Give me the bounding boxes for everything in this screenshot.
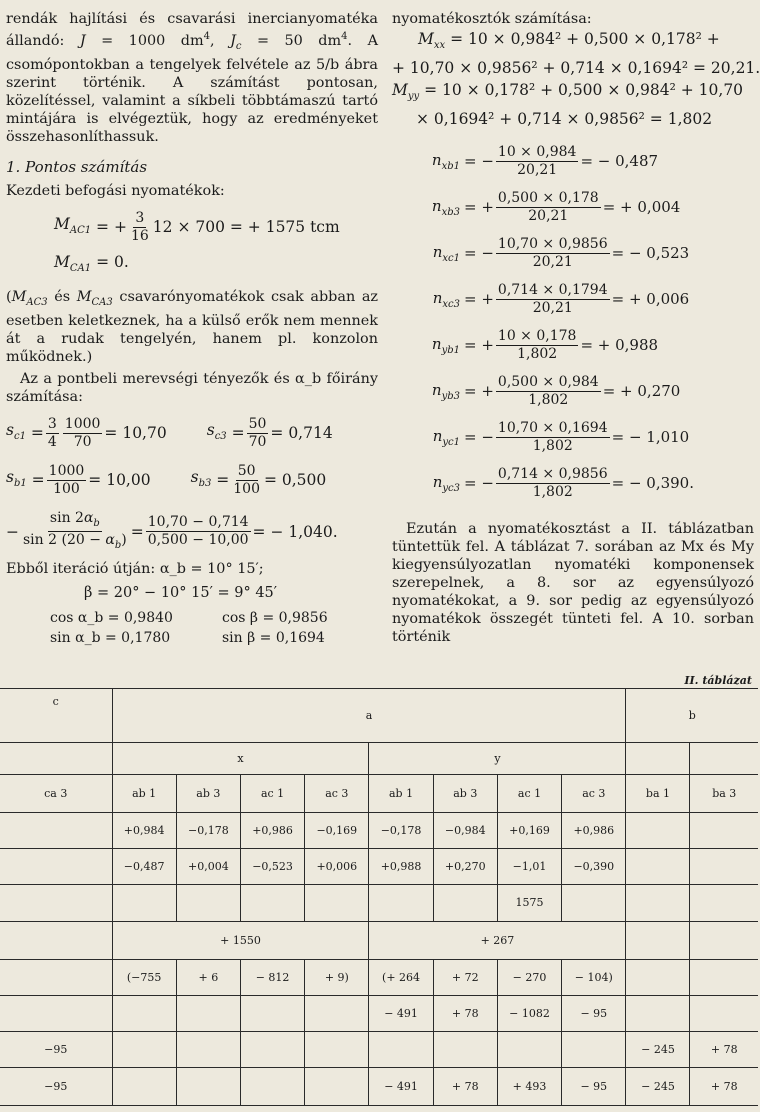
table-cell: +0,169: [497, 813, 561, 849]
table-cell: (−755: [112, 959, 176, 995]
table-cell: − 270: [497, 959, 561, 995]
n-sub: xc1: [442, 252, 460, 264]
n-fraction: [496, 282, 610, 317]
closing-paragraph: Ezután a nyomatékosztást a II. táblázatban tüntettük fel. A táblázat 7. sorában az Mx és My kiegyensúlyozatlan nyomatéki komponensek szerepelnek, a 8. sor az egyensúlyozó nyomatékokat, a 9. sor pedig az egyensúlyozó nyomatékok összegét tünteti fel. A 10. sorban történik: [392, 521, 754, 646]
n-sign: = +: [464, 336, 494, 355]
n-result: = + 0,270: [602, 382, 681, 401]
n-fraction: [496, 466, 610, 501]
table-row: [0, 743, 758, 775]
table-row: [0, 813, 758, 849]
empty-cell: [433, 1031, 497, 1067]
table-row: [0, 1031, 758, 1067]
sc3-result: = 0,714: [270, 424, 333, 443]
n-label: [392, 243, 464, 264]
table-cell: + 72: [433, 959, 497, 995]
empty-cell: [240, 1067, 304, 1105]
n-row: [392, 460, 754, 506]
n-num: 10 × 0,984: [497, 143, 577, 160]
n-fraction: [496, 328, 579, 363]
n-num: 0,500 × 0,178: [497, 189, 599, 206]
n-label: [392, 381, 464, 402]
cell-b1-0: − 245: [626, 1031, 690, 1067]
table-cell: −0,390: [562, 849, 626, 885]
n-row: [392, 184, 754, 230]
n-sign: = −: [464, 428, 494, 447]
n-label: [392, 151, 464, 172]
final-cell: + 78: [433, 1067, 497, 1105]
table-cell: ab 1: [369, 775, 433, 813]
table-cell: (+ 264: [369, 959, 433, 995]
table-cell: ac 1: [240, 775, 304, 813]
empty-cell: [0, 743, 112, 775]
table-cell: −1,01: [497, 849, 561, 885]
table-caption: II. táblázat: [684, 674, 752, 687]
n-fraction: [496, 374, 601, 409]
table-cell: +0,270: [433, 849, 497, 885]
mac1-result: 12 × 700 = + 1575 tcm: [152, 218, 340, 237]
table-cell: −0,523: [240, 849, 304, 885]
empty-cell: [176, 885, 240, 921]
final-cell: + 493: [497, 1067, 561, 1105]
myy-line2: × 0,1694² + 0,714 × 0,9856² = 1,802: [416, 110, 713, 129]
empty-cell: [497, 1031, 561, 1067]
empty-cell: [626, 921, 690, 959]
table-cell: − 812: [240, 959, 304, 995]
final-cell: − 491: [369, 1067, 433, 1105]
empty-cell: [562, 1031, 626, 1067]
table-cell: −0,178: [176, 813, 240, 849]
mxx-text1: = 10 × 0,984² + 0,500 × 0,178² +: [450, 30, 720, 48]
n-den: 20,21: [517, 161, 558, 178]
empty-cell: [240, 1031, 304, 1067]
dist-label: nyomatékosztók számítása:: [392, 11, 592, 27]
empty-cell: [305, 885, 369, 921]
sc1-result: = 10,70: [104, 424, 167, 443]
empty-cell: [626, 849, 690, 885]
n-sub: yb1: [441, 344, 460, 356]
n-num: 0,500 × 0,984: [497, 373, 599, 390]
n-result: = − 0,523: [611, 244, 690, 263]
cell-1575: 1575: [497, 885, 561, 921]
empty-cell: [626, 813, 690, 849]
n-result: = + 0,006: [611, 290, 690, 309]
empty-cell: [0, 959, 112, 995]
empty-cell: [369, 1031, 433, 1067]
mca1-equation: $M_{CA1} = 0$.: [54, 252, 129, 274]
cell-c1: −95: [0, 1031, 112, 1067]
empty-cell: [0, 849, 112, 885]
n-letter: n: [431, 380, 442, 399]
ratio-row: − $\frac{\sin 2\alpha_b}{\sin 2 (20 - \alpha_b)}$ = $\frac{10,70 - 0,714}{0,500 - 10,00}$ = − 1,040.: [6, 509, 338, 552]
table-row: [0, 775, 758, 813]
empty-cell: [0, 921, 112, 959]
n-den: 20,21: [528, 207, 569, 224]
empty-cell: [433, 885, 497, 921]
n-result: = + 0,004: [602, 198, 681, 217]
empty-cell: [112, 1031, 176, 1067]
n-num: 10 × 0,178: [497, 327, 577, 344]
final-cell: − 95: [562, 1067, 626, 1105]
n-num: 0,714 × 0,9856: [497, 465, 608, 482]
cell-b1-1: + 78: [690, 1031, 758, 1067]
empty-cell: [112, 995, 176, 1031]
table-cell: +0,004: [176, 849, 240, 885]
n-letter: n: [431, 150, 442, 169]
empty-cell: [690, 849, 758, 885]
stiffness-label: Az a pontbeli merevségi tényezők és α_b főirány számítása:: [6, 370, 378, 405]
n-row: [392, 276, 754, 322]
empty-cell: [690, 813, 758, 849]
n-result: = − 0,390.: [611, 474, 694, 493]
n-sign: = +: [464, 382, 494, 401]
n-den: 20,21: [532, 253, 573, 270]
n-sub: yb3: [441, 390, 460, 402]
n-den: 1,802: [532, 437, 573, 454]
n-row: [392, 368, 754, 414]
table-row: [0, 921, 758, 959]
table-row: [0, 1067, 758, 1105]
table-cell: ba 1: [626, 775, 690, 813]
header-y: y: [369, 743, 626, 775]
n-label: [392, 289, 464, 310]
distribution-factors: [392, 138, 754, 506]
n-row: [392, 138, 754, 184]
empty-cell: [690, 959, 758, 995]
table-cell: + 78: [433, 995, 497, 1031]
n-sign: = −: [464, 244, 494, 263]
intro-text-a: rendák hajlítási és csavarási inercianyomatéka állandó:: [6, 11, 378, 49]
empty-cell: [690, 743, 758, 775]
n-letter: n: [432, 288, 443, 307]
n-num: 10,70 × 0,9856: [497, 235, 608, 252]
table-row: [0, 995, 758, 1031]
table-cell: −0,984: [433, 813, 497, 849]
n-fraction: [496, 190, 601, 225]
empty-cell: [0, 995, 112, 1031]
n-sub: yc3: [442, 482, 460, 494]
intro-paragraph: rendák hajlítási és csavarási inercianyomatéka állandó: J = 1000 $dm^4$, $J_c = 50$ $dm^4$. A csomópontokban a tengelyek felvétele az 5/b ábra szerint történik. A számítást pontosan, közelítéssel, valamint a síkbeli többtámaszú tartó mintájára is elvégeztük, hogy az eredményeket összehasonlíthassuk.: [6, 11, 378, 145]
iteration-text: Ebből iteráció útján: α_b = 10° 15′;: [6, 561, 264, 578]
header-b: b: [626, 689, 758, 743]
table-cell: − 95: [562, 995, 626, 1031]
table-cell: +0,984: [112, 813, 176, 849]
empty-cell: [562, 885, 626, 921]
empty-cell: [240, 885, 304, 921]
n-sub: yc1: [442, 436, 460, 448]
n-num: 10,70 × 0,1694: [497, 419, 608, 436]
mac1-equation: $M_{AC1}$ = + $\frac{3}{16}$ 12 × 700 = + 1575 tcm: [54, 209, 340, 244]
n-num: 0,714 × 0,1794: [497, 281, 608, 298]
n-result: = − 0,487: [580, 152, 659, 171]
empty-cell: [369, 885, 433, 921]
table-cell: ba 3: [690, 775, 758, 813]
intro-text-b: A csomópontokban a tengelyek felvétele az 5/b ábra szerint történik. A számítást pontosan, közelítéssel, valamint a síkbeli többtámaszú tartó mintájára is elvégeztük, hogy az eredményeket összehasonlíthassuk.: [6, 32, 378, 145]
empty-cell: [240, 995, 304, 1031]
n-letter: n: [432, 426, 443, 445]
empty-cell: [305, 1067, 369, 1105]
table-cell: +0,988: [369, 849, 433, 885]
empty-cell: [626, 995, 690, 1031]
final-cell: − 245: [626, 1067, 690, 1105]
sin-alpha: sin α_b = 0,1780: [50, 630, 171, 647]
sc-row: $s_{c1}$ = $\frac{3}{4}$ $\frac{1000}{70}$ = 10,70 $s_{c3}$ = $\frac{50}{70}$ = 0,714: [6, 415, 333, 450]
sin-beta: sin β = 0,1694: [222, 630, 325, 647]
cos-beta: cos β = 0,9856: [222, 610, 328, 627]
table-cell: −0,487: [112, 849, 176, 885]
header-a: a: [112, 689, 626, 743]
empty-cell: [0, 885, 112, 921]
header-ca3: ca 3: [0, 775, 112, 813]
myy-text1: = 10 × 0,178² + 0,500 × 0,984² + 10,70: [424, 81, 744, 100]
empty-cell: [176, 995, 240, 1031]
table-cell: ac 1: [497, 775, 561, 813]
cell-c2: −95: [0, 1067, 112, 1105]
sb1-result: = 10,00: [88, 471, 151, 490]
n-letter: n: [431, 334, 442, 353]
mxx-line1: $M_{xx} = 10 \times 0,984^2 + 0,500 \times 0,178^2$ +: [418, 30, 720, 52]
table-cell: ab 1: [112, 775, 176, 813]
table-cell: ab 3: [176, 775, 240, 813]
empty-cell: [176, 1031, 240, 1067]
sum-y: + 267: [369, 921, 626, 959]
empty-cell: [690, 885, 758, 921]
empty-cell: [690, 921, 758, 959]
mca1-result: = 0.: [96, 252, 129, 271]
n-sub: xb3: [441, 206, 460, 218]
empty-cell: [176, 1067, 240, 1105]
note-paragraph: ($M_{AC3}$ és $M_{CA3}$ csavarónyomatékok csak abban az esetben keletkeznek, ha a külső erők nem mennek át a rudak tengelyén, hanem pl. konzolon működnek.): [6, 288, 378, 365]
n-row: [392, 322, 754, 368]
final-cell: + 78: [690, 1067, 758, 1105]
right-column: [392, 10, 760, 646]
section-title: 1. Pontos számítás: [6, 157, 148, 176]
table-cell: −0,178: [369, 813, 433, 849]
n-den: 1,802: [517, 345, 558, 362]
sum-x: + 1550: [112, 921, 369, 959]
n-row: [392, 230, 754, 276]
n-letter: n: [431, 196, 442, 215]
left-column: [6, 10, 378, 648]
table-cell: +0,986: [240, 813, 304, 849]
table-cell: ac 3: [562, 775, 626, 813]
note-text: csavarónyomatékok csak abban az esetben keletkeznek, ha a külső erők nem mennek át a rudak tengelyén, hanem pl. konzolon működnek.): [6, 288, 378, 365]
table-cell: ab 3: [433, 775, 497, 813]
empty-cell: [690, 995, 758, 1031]
table-cell: + 6: [176, 959, 240, 995]
empty-cell: [305, 1031, 369, 1067]
fixed-moments-label: Kezdeti befogási nyomatékok:: [6, 182, 225, 199]
n-den: 1,802: [532, 483, 573, 500]
table-cell: −0,169: [305, 813, 369, 849]
moment-table: [0, 688, 758, 1106]
n-fraction: [496, 420, 610, 455]
table-cell: − 491: [369, 995, 433, 1031]
cos-alpha: cos α_b = 0,9840: [50, 610, 173, 627]
mxx-line2: + 10,70 × 0,9856² + 0,714 × 0,1694² = 20,21.: [392, 59, 760, 78]
n-label: [392, 473, 464, 494]
ratio-result: = − 1,040.: [252, 522, 338, 541]
n-sign: = +: [464, 290, 494, 309]
empty-cell: [626, 885, 690, 921]
table-cell: +0,986: [562, 813, 626, 849]
empty-cell: [305, 995, 369, 1031]
sb3-result: = 0,500: [263, 471, 327, 490]
table-cell: − 104): [562, 959, 626, 995]
beta-equation: β = 20° − 10° 15′ = 9° 45′: [84, 585, 278, 602]
empty-cell: [112, 885, 176, 921]
empty-cell: [112, 1067, 176, 1105]
header-x: x: [112, 743, 369, 775]
n-sign: = +: [464, 198, 494, 217]
n-sign: = −: [464, 152, 494, 171]
n-letter: n: [432, 472, 443, 491]
n-result: = + 0,988: [580, 336, 659, 355]
n-row: [392, 414, 754, 460]
trig-values: [50, 608, 378, 648]
n-den: 20,21: [532, 299, 573, 316]
table-cell: − 1082: [497, 995, 561, 1031]
n-fraction: [496, 144, 579, 179]
n-label: [392, 427, 464, 448]
empty-cell: [626, 743, 690, 775]
table-cell: + 9): [305, 959, 369, 995]
table-row: [0, 849, 758, 885]
n-sub: xc3: [442, 298, 460, 310]
empty-cell: [0, 813, 112, 849]
table-row: [0, 959, 758, 995]
n-label: [392, 197, 464, 218]
n-sign: = −: [464, 474, 494, 493]
table-row: [0, 689, 758, 743]
n-sub: xb1: [441, 160, 460, 172]
myy-line1: $M_{yy} = 10 \times 0,178^2 + 0,500 \times 0,984^2 + 10,70$: [392, 81, 744, 103]
n-result: = − 1,010: [611, 428, 690, 447]
empty-cell: [626, 959, 690, 995]
header-c: c: [0, 689, 112, 743]
n-label: [392, 335, 464, 356]
sb-row: $s_{b1}$ = $\frac{1000}{100}$ = 10,00 $s_{b3}$ = $\frac{50}{100}$ = 0,500: [6, 462, 327, 497]
n-letter: n: [432, 242, 443, 261]
table-cell: ac 3: [305, 775, 369, 813]
n-den: 1,802: [528, 391, 569, 408]
n-fraction: [496, 236, 610, 271]
table-cell: +0,006: [305, 849, 369, 885]
table-row: [0, 885, 758, 921]
